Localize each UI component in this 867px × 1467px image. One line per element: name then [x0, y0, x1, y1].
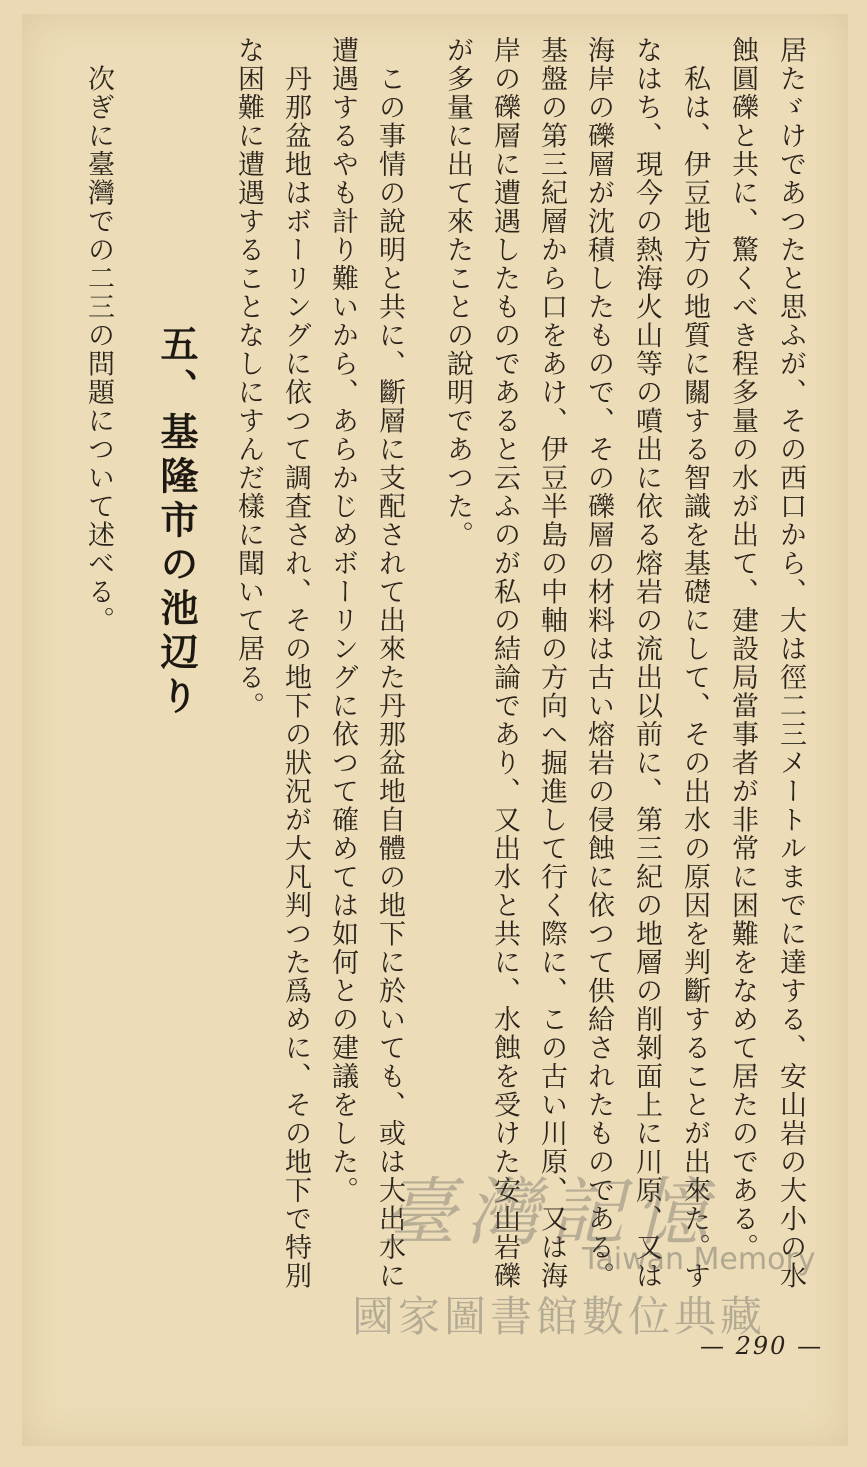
text-column-8: が多量に出て來たことの說明であつた。 — [442, 36, 473, 549]
page-number: — 290 — — [700, 1332, 824, 1360]
text-column-3: 私は、伊豆地方の地質に關する智識を基礎にして、その出水の原因を判斷することが出來た。す — [679, 36, 710, 1290]
text-column-2: 蝕圓礫と共に、驚くべき程多量の水が出て、建設局當事者が非常に困難をなめて居たのである。 — [727, 36, 758, 1262]
watermark-script: 臺灣記憶 — [382, 1170, 718, 1256]
text-column-5: 海岸の礫層が沈積したもので、その礫層の材料は古い熔岩の侵蝕に依つて供給されたものである。 — [583, 36, 614, 1290]
paper-sheet — [22, 14, 848, 1446]
text-column-11: 丹那盆地はボーリングに依つて調査され、その地下の狀況が大凡判つた爲めに、その地下で特別 — [280, 36, 311, 1290]
text-column-1: 居たゞけであつたと思ふが、その西口から、大は徑二三メートルまでに達する、安山岩の大小の水 — [775, 36, 806, 1290]
watermark-library-name: 國家圖書館數位典藏 — [352, 1292, 767, 1341]
text-column-7: 岸の礫層に遭遇したものであると云ふのが私の結論であり、又出水と共に、水蝕を受けた安山岩礫 — [489, 36, 520, 1290]
text-column-10: 遭遇するやも計り難いから、あらかじめボーリングに依つて確めては如何との建議をした。 — [327, 36, 358, 1205]
text-column-12: な困難に遭遇することなしにすんだ樣に聞いて居る。 — [233, 36, 264, 720]
text-column-4: なはち、現今の熱海火山等の噴出に依る熔岩の流出以前に、第三紀の地層の削剝面上に川原、又は — [631, 36, 662, 1290]
text-column-6: 基盤の第三紀層から口をあけ、伊豆半島の中軸の方向へ掘進して行く際に、この古い川原、又は海 — [536, 36, 567, 1290]
section-intro-column: 次ぎに臺灣での二三の問題について述べる。 — [83, 36, 114, 635]
section-heading: 五、基隆市の池辺り — [154, 324, 198, 720]
watermark-latin: Taiwan Memory — [582, 1242, 816, 1277]
text-column-9: この事情の說明と共に、斷層に支配されて出來た丹那盆地自體の地下に於いても、或は大出水に — [374, 36, 405, 1290]
